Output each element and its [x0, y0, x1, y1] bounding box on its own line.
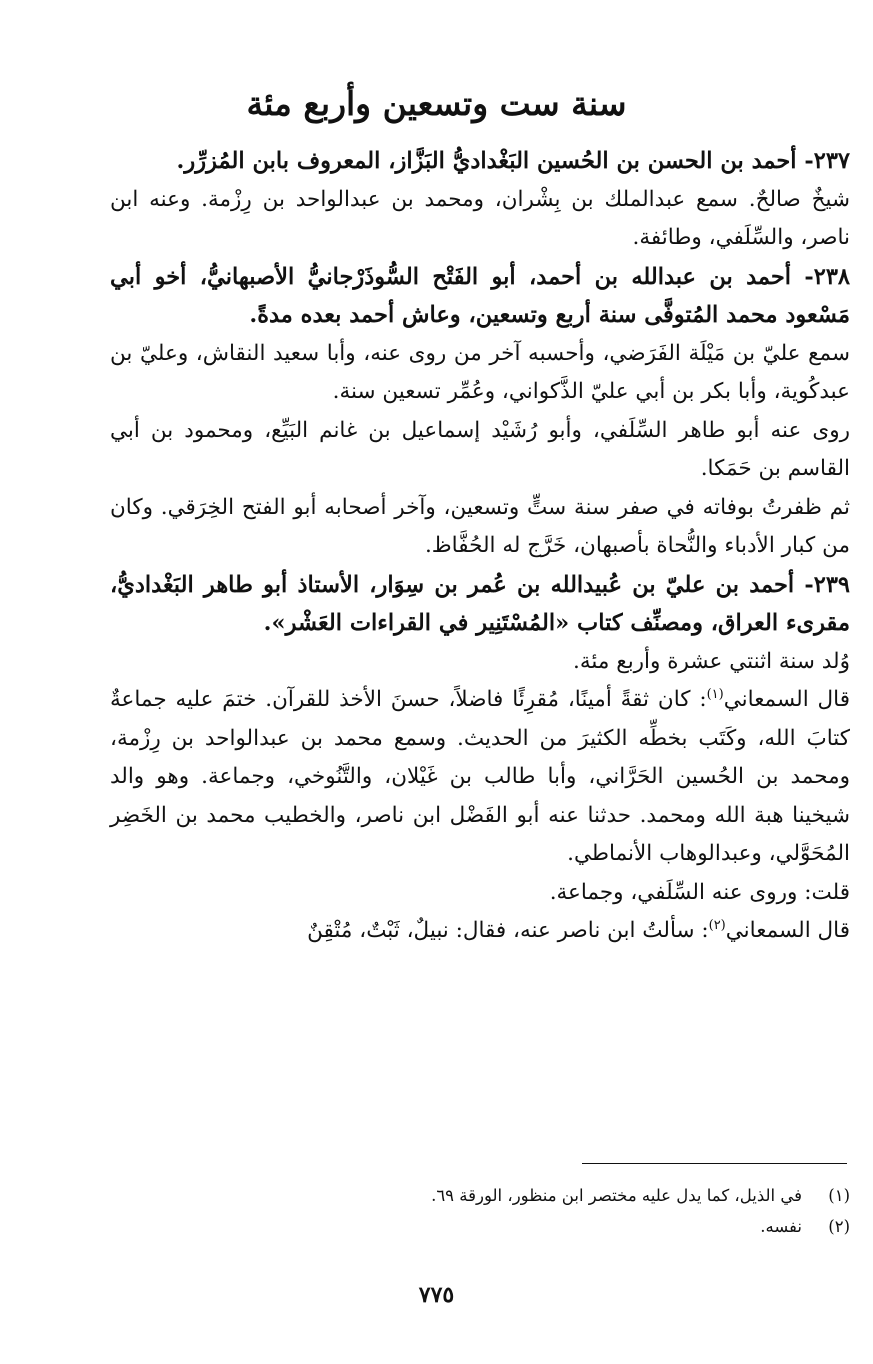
entry-paragraph-qult: قلت: وروى عنه السِّلَفي، وجماعة.	[549, 879, 850, 905]
quote-text: : كان ثقةً أمينًا، مُقرِئًا فاضلاً، حسنَ الأخذ للقرآن. ختمَ عليه جماعةٌ كتابَ الله، وكَتَب بخطِّه الكثيرَ من الحديث. وسمع محمد بن عبدالواحد بن رِزْمة، ومحمد بن الحُسين الحَرَّاني، وأبا طالب بن غَيْلان، والتَّنُوخي، وجماعة. وهو والد شيخينا هبة الله ومحمد. حدثنا عنه أبو الفَضْل ابن ناصر، والخطيب محمد بن الخَضِر المُحَوَّلي، وعبدالوهاب الأنماطي.	[110, 687, 850, 866]
page-body	[110, 142, 850, 951]
entry-heading-text: أحمد بن عبدالله بن أحمد، أبو الفَتْح السُّوذَرْجانيُّ الأصبهانيُّ، أخو أبي مَسْعود محمد المُتوفَّى سنة أربع وتسعين، وعاش أحمد بعده مدةً.	[110, 263, 850, 328]
footnote-text: نفسه.	[760, 1217, 802, 1236]
entry-paragraph-sam-ani-2	[110, 912, 850, 951]
entry-paragraph: شيخٌ صالحٌ. سمع عبدالملك بن بِشْران، ومحمد بن عبدالواحد بن رِزْمة. وعنه ابن ناصر، والسِّلَفي، وطائفة.	[110, 186, 850, 250]
footnote-1	[110, 1180, 850, 1211]
footnote-ref-1[interactable]: (١)	[706, 686, 724, 702]
footnote-divider	[582, 1163, 847, 1164]
page-number: ٧٧٥	[418, 1282, 455, 1308]
entry-heading-text: أحمد بن عليّ بن عُبيدالله بن عُمر بن سِوَار، الأستاذ أبو طاهر البَغْداديُّ، مقرىء العراق، ومصنِّف كتاب «المُسْتَنِير في القراءات العَشْر».	[110, 571, 850, 636]
entry-paragraph: روى عنه أبو طاهر السِّلَفي، وأبو رُشَيْد إسماعيل بن غانم البَيِّع، ومحمود بن أبي القاسم بن حَمَكا.	[110, 417, 850, 481]
entry-number: ٢٣٨-	[791, 263, 850, 290]
entry-heading-text: أحمد بن الحسن بن الحُسين البَغْداديُّ البَزَّاز، المعروف بابن المُزرِّر.	[176, 148, 797, 174]
entry-heading-237	[110, 142, 850, 181]
quote-intro: قال السمعاني	[723, 687, 851, 712]
entry-number: ٢٣٩-	[794, 571, 850, 598]
footnote-text: في الذيل، كما يدل عليه مختصر ابن منظور، الورقة ٦٩.	[431, 1186, 802, 1205]
footnotes	[110, 1180, 850, 1242]
entry-paragraph: ثم ظفرتُ بوفاته في صفر سنة ستٍّ وتسعين، وآخر أصحابه أبو الفتح الخِرَقي. وكان من كبار الأدباء والنُّحاة بأصبهان، خَرَّج له الحُفَّاظ.	[110, 494, 850, 558]
entry-number: ٢٣٧-	[796, 148, 850, 174]
entry-paragraph: سمع عليّ بن مَيْلَة الفَرَضي، وأحسبه آخر من روى عنه، وأبا سعيد النقاش، وعليّ بن عبدكُوية، وأبا بكر بن أبي عليّ الذَّكواني، وعُمِّر تسعين سنة.	[110, 340, 850, 404]
footnote-number: (١)	[828, 1186, 850, 1205]
page-title: سنة ست وتسعين وأربع مئة	[246, 84, 627, 123]
footnote-number: (٢)	[828, 1217, 850, 1236]
quote-intro: قال السمعاني	[725, 918, 850, 943]
entry-heading-239	[110, 566, 850, 643]
entry-paragraph-sam-ani-1	[110, 681, 850, 874]
quote-text: : سألتُ ابن ناصر عنه، فقال: نبيلٌ، ثَبْتٌ، مُتْقِنٌ	[307, 918, 709, 943]
footnote-2	[110, 1211, 850, 1242]
footnote-ref-2[interactable]: (٢)	[708, 917, 726, 933]
entry-paragraph: وُلد سنة اثنتي عشرة وأربع مئة.	[573, 648, 850, 674]
entry-heading-238	[110, 258, 850, 335]
